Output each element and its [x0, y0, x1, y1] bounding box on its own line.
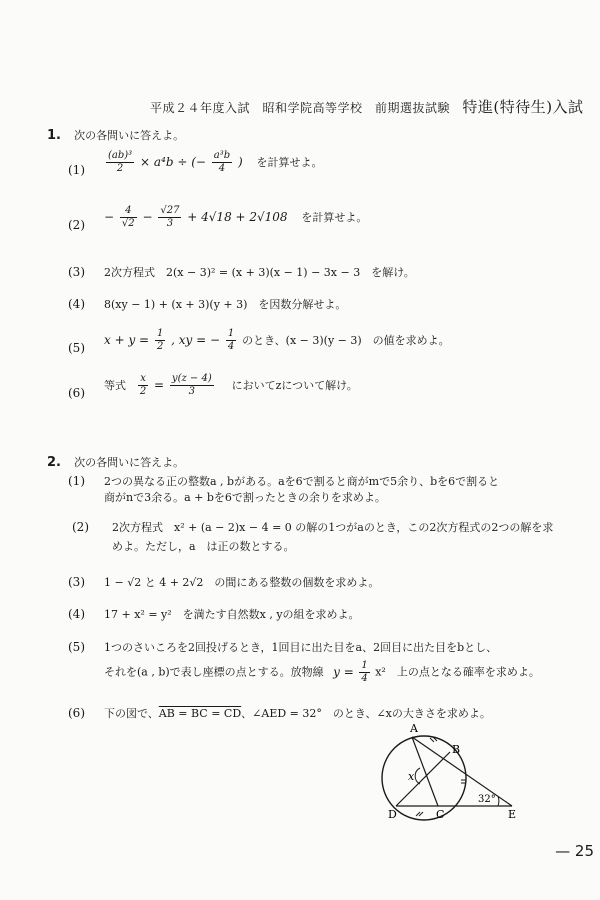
section-2-heading [47, 451, 184, 470]
q1-5-frac-b-den: 4 [227, 341, 235, 352]
q1-1-frac-b-num: a³b [213, 150, 231, 161]
q1-6-frac-b-num: y(z − 4) [171, 373, 212, 384]
q2-6-number: (6) [68, 706, 85, 720]
q1-2-frac-b-den: 3 [166, 218, 174, 229]
q1-5-expression [104, 328, 450, 353]
q2-5-line-2a: それを(a , b)で表し座標の点とする。放物線 [104, 665, 324, 679]
q1-2-b: − [142, 210, 153, 224]
q1-2-frac-a-den: √2 [121, 218, 135, 229]
label-e: E [508, 808, 517, 821]
q1-2-frac-a-num: 4 [120, 205, 137, 218]
label-c: C [436, 808, 445, 821]
q2-1-line-2: 商がnで3余る。a + bを6で割ったときの余りを求めよ。 [104, 491, 386, 504]
section-1-heading [47, 124, 184, 143]
q1-2-frac-b-num: √27 [160, 205, 180, 216]
q2-5-line-2 [104, 660, 540, 685]
q1-5-a: x + y = [104, 333, 150, 347]
q2-4-text: 17 + x² = y² を満たす自然数x , yの組を求めよ。 [104, 608, 360, 621]
q1-2-c: + 4√18 + 2√108 [187, 210, 288, 224]
label-d: D [388, 808, 397, 821]
section-2-title: 次の各問いに答えよ。 [74, 456, 185, 469]
q1-3-text: 2次方程式 2(x − 3)² = (x + 3)(x − 1) − 3x − 3 を解け。 [104, 266, 415, 279]
q2-2-line-2: めよ。ただし，a は正の数とする。 [112, 540, 295, 553]
q1-5-number: (5) [68, 341, 85, 355]
angle-e-arc [498, 796, 499, 806]
q1-1-frac-a-den: 2 [116, 163, 124, 174]
q2-5-frac-num: 1 [361, 660, 368, 671]
label-32-degrees: 32° [478, 794, 496, 805]
q1-5-b: , xy = − [171, 333, 221, 347]
tick-ab-1 [430, 738, 434, 742]
page-number: — 25 [555, 842, 594, 860]
q1-5-frac-a-den: 2 [156, 341, 164, 352]
q1-1-end: ) [237, 155, 243, 169]
q1-2-number: (2) [68, 218, 85, 232]
section-1-title: 次の各問いに答えよ。 [74, 129, 185, 142]
q1-6-a: 等式 [104, 379, 126, 392]
q1-2-a: − [104, 210, 115, 224]
q1-6-eq: = [154, 378, 165, 392]
exam-header-left: 平成２４年度入試 昭和学院高等学校 前期選抜試験 [150, 101, 451, 115]
q1-5-frac-a-num: 1 [156, 328, 164, 339]
q1-1-number: (1) [68, 163, 85, 177]
circle-geometry-figure [370, 718, 530, 822]
q1-1-frac-a-num: (ab)³ [108, 150, 133, 161]
q2-6-a: 下の図で、 [104, 707, 159, 720]
q2-5-line-2b: y = [333, 664, 354, 679]
q1-5-frac-b-num: 1 [227, 328, 235, 339]
q2-2-line-1: 2次方程式 x² + (a − 2)x − 4 = 0 の解の1つがaのとき，この2次方程式の2つの解を求 [112, 521, 554, 534]
q1-6-task: においてzについて解け。 [231, 379, 358, 392]
q1-1-mid: × a⁴b ÷ (− [140, 155, 206, 169]
q2-3-number: (3) [68, 575, 85, 589]
q1-6-expression [104, 373, 358, 398]
q2-5-frac-den: 4 [361, 673, 368, 684]
q1-6-frac-a-den: 2 [139, 386, 147, 397]
line-bd [396, 752, 450, 806]
q1-1-task: を計算せよ。 [256, 156, 323, 169]
q2-3-text: 1 − √2 と 4 + 2√2 の間にある整数の個数を求めよ。 [104, 576, 380, 589]
q2-5-number: (5) [68, 640, 85, 654]
q2-6-arcs: AB = BC = CD [158, 707, 242, 720]
exam-header-right: 特進(特待生)入試 [462, 98, 584, 116]
q2-4-number: (4) [68, 607, 85, 621]
section-1-number: 1. [47, 128, 61, 143]
q1-2-expression [104, 205, 367, 230]
section-2-number: 2. [47, 455, 61, 470]
q1-1-frac-b-den: 4 [218, 163, 226, 174]
q1-4-text: 8(xy − 1) + (x + 3)(y + 3) を因数分解せよ。 [104, 298, 347, 311]
label-a: A [410, 722, 418, 735]
q1-3-number: (3) [68, 265, 85, 279]
label-x: x [408, 770, 415, 783]
q1-6-number: (6) [68, 386, 85, 400]
label-b: B [452, 743, 461, 756]
q2-2-number: (2) [72, 520, 89, 534]
q1-5-task: のとき、(x − 3)(y − 3) の値を求めよ。 [242, 334, 450, 347]
q1-4-number: (4) [68, 297, 85, 311]
q2-5-line-1: 1つのさいころを2回投げるとき，1回目に出た目をa、2回目に出た目をbとし、 [104, 641, 498, 654]
q1-2-task: を計算せよ。 [301, 211, 368, 224]
q1-1-expression [104, 150, 323, 175]
exam-header [150, 96, 584, 117]
q2-1-number: (1) [68, 474, 85, 488]
q2-1-line-1: 2つの異なる正の整数a , bがある。aを6で割ると商がmで5余り、bを6で割ると [104, 475, 500, 488]
q2-5-line-2c: x² 上の点となる確率を求めよ。 [375, 665, 540, 679]
q1-6-frac-a-num: x [138, 373, 148, 386]
q1-6-frac-b-den: 3 [188, 386, 196, 397]
angle-x-arc [415, 768, 420, 784]
q2-6-b: 、∠AED = 32° のとき、∠xの大きさを求めよ。 [241, 707, 491, 720]
